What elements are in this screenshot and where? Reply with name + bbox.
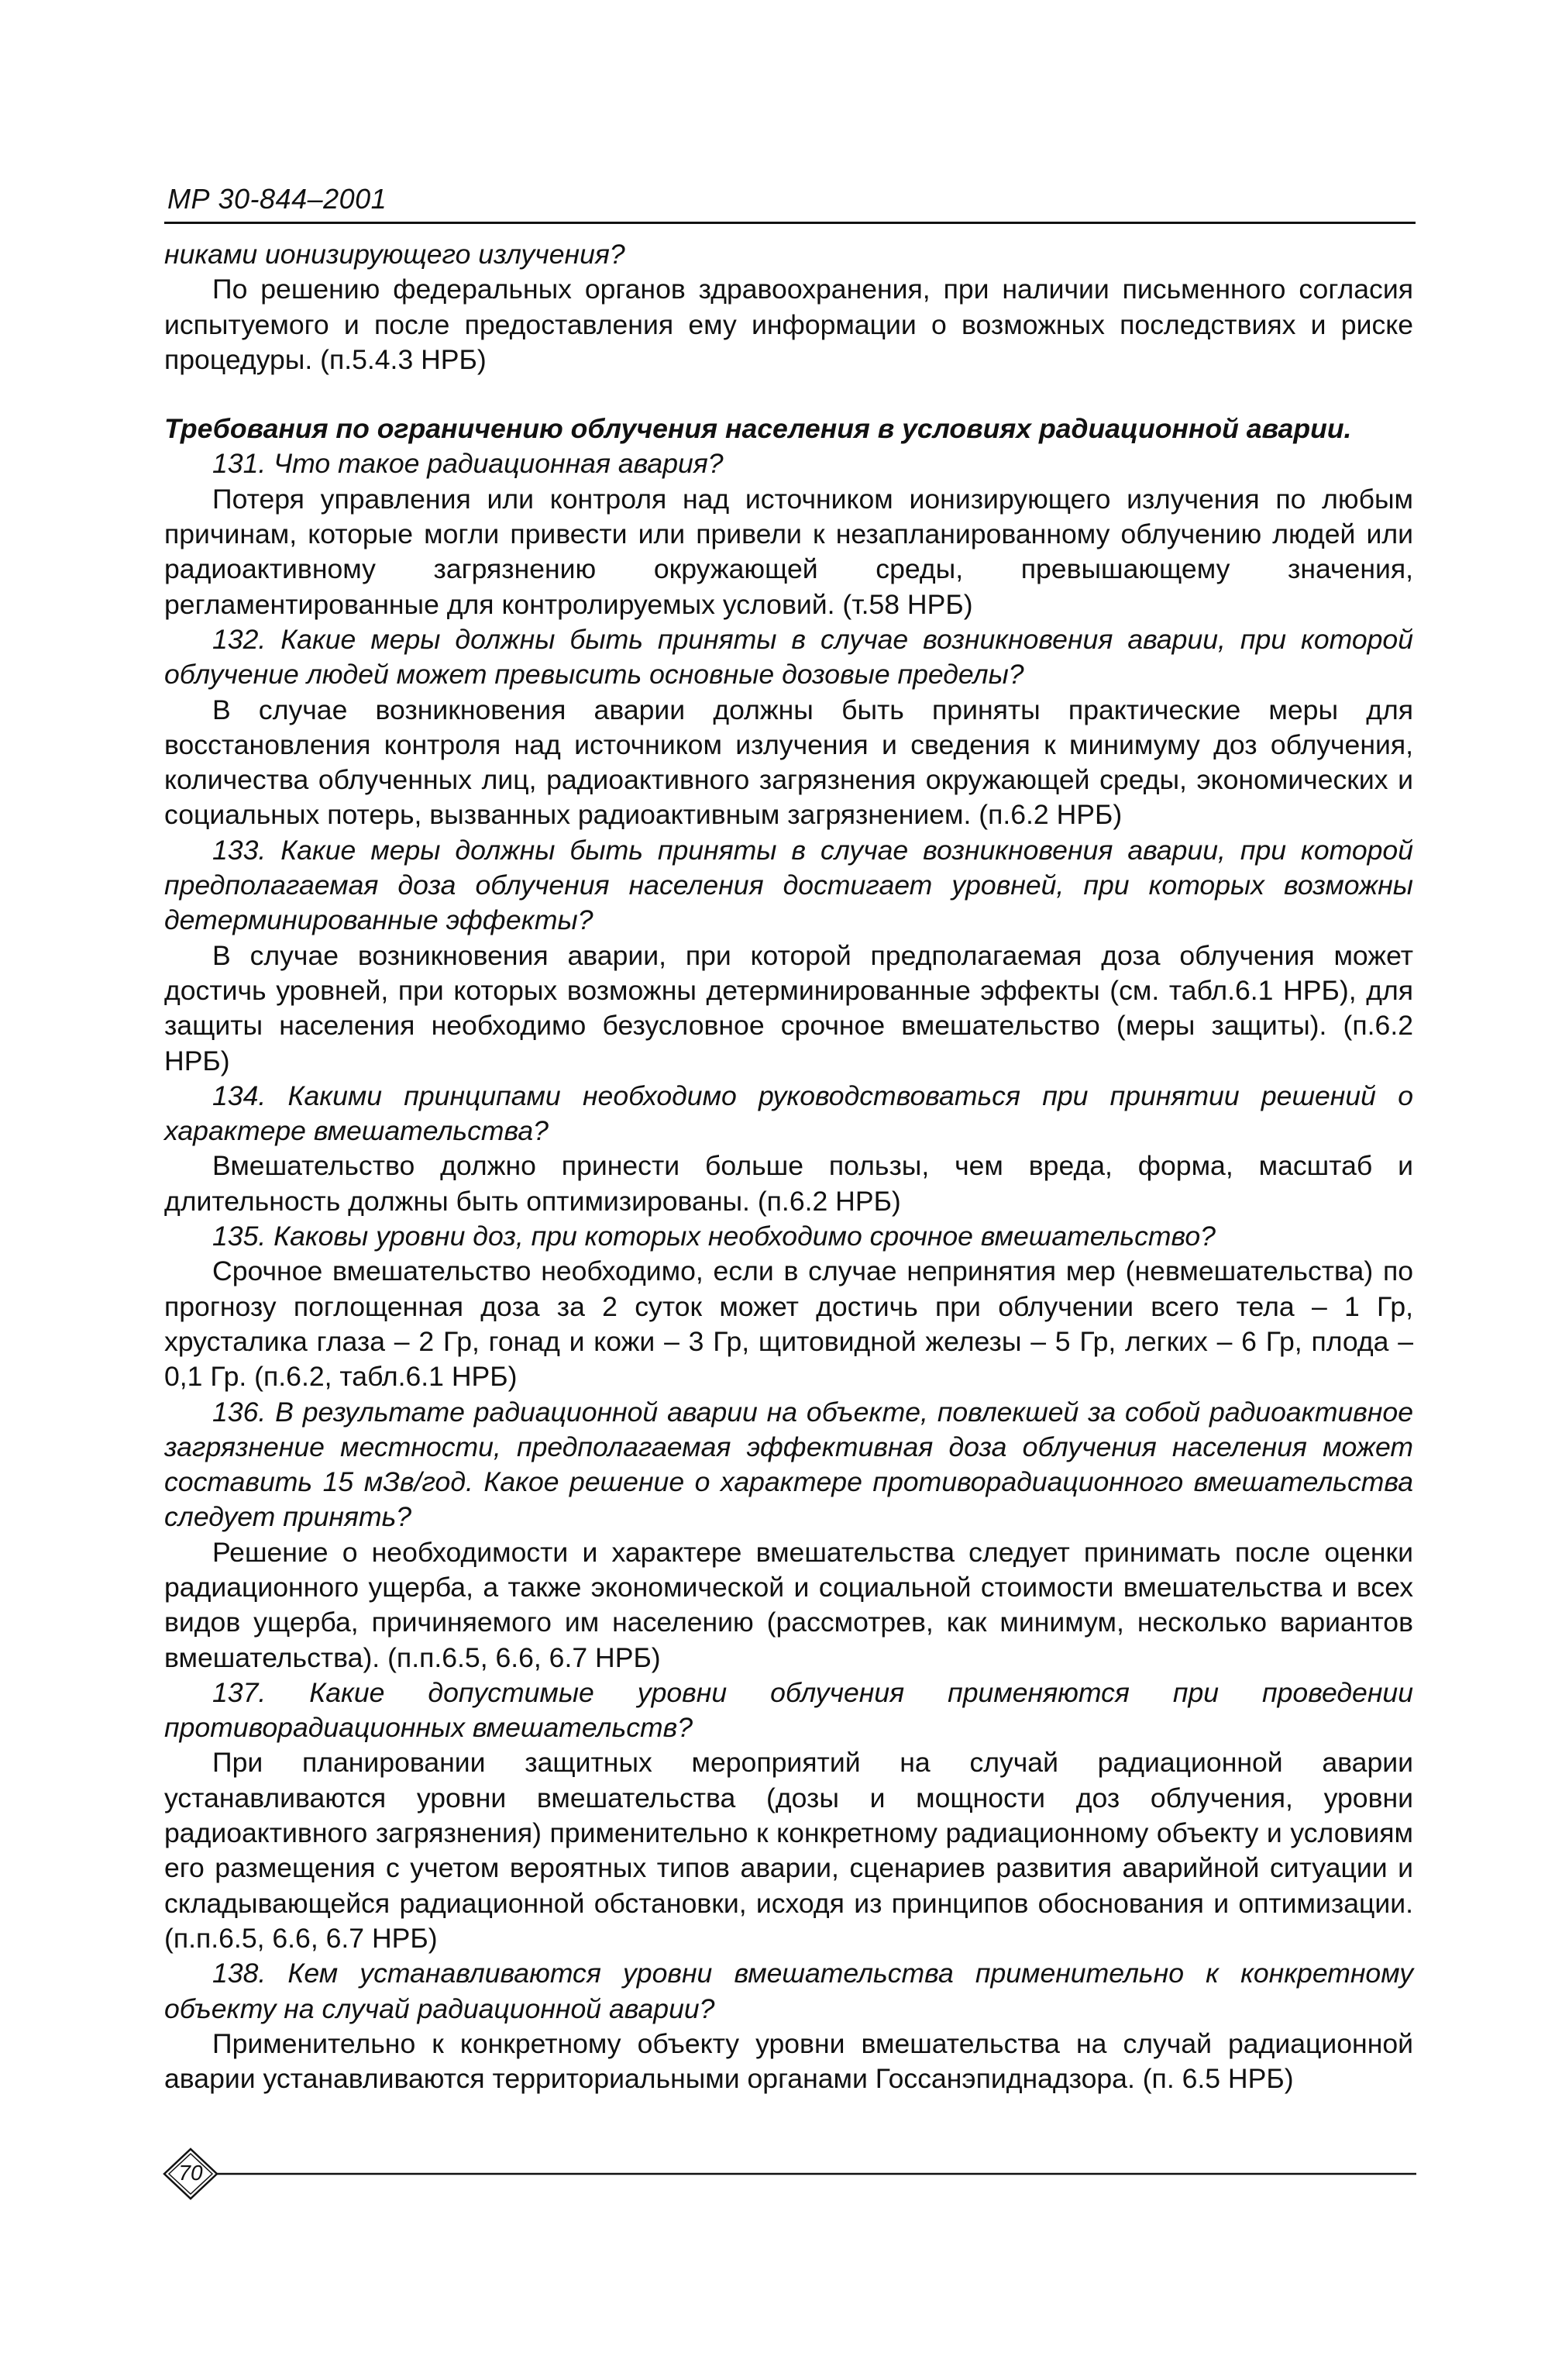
answer-136: Решение о необходимости и характере вмешательства следует принимать после оценки радиационного ущерба, а также экономической и социальной стоимости вмешательства и всех видов ущерба, причиняемого им населению (рассмотрев, как минимум, несколько вариантов вмешательства). (п.п.6.5, 6.6, 6.7 НРБ) <box>164 1536 1413 1673</box>
question-134: 134. Какими принципами необходимо руководствоваться при принятии решений о характере вмешательства? <box>164 1080 1413 1147</box>
answer-138: Применительно к конкретному объекту уровни вмешательства на случай радиационной аварии устанавливаются территориальными органами Госсанэпиднадзора. (п. 6.5 НРБ) <box>164 2027 1413 2095</box>
page-footer <box>152 2147 1423 2201</box>
question-137: 137. Какие допустимые уровни облучения применяются при проведении противорадиационных вмешательств? <box>164 1676 1413 1744</box>
answer-134: Вмешательство должно принести больше пользы, чем вреда, форма, масштаб и длительность должны быть оптимизированы. (п.6.2 НРБ) <box>164 1150 1413 1217</box>
question-133: 133. Какие меры должны быть приняты в случае возникновения аварии, при которой предполагаемая доза облучения населения достигает уровней, при которых возможны детерминированные эффекты? <box>164 834 1413 936</box>
answer-paragraph: По решению федеральных органов здравоохранения, при наличии письменного согласия испытуемого и после предоставления ему информации о возможных последствиях и риске процедуры. (п.5.4.3 НРБ) <box>164 274 1413 375</box>
answer-135: Срочное вмешательство необходимо, если в случае непринятия мер (невмешательства) по прогнозу поглощенная доза за 2 суток может достичь при облучении всего тела – 1 Гр, хрусталика глаза – 2 Гр, гонад и кожи – 3 Гр, щитовидной железы – 5 Гр, легких – 6 Гр, плода – 0,1 Гр. (п.6.2, табл.6.1 НРБ) <box>164 1255 1413 1393</box>
question-138: 138. Кем устанавливаются уровни вмешательства применительно к конкретному объекту на случай радиационной аварии? <box>164 1958 1413 2024</box>
answer-137: При планировании защитных мероприятий на случай радиационной аварии устанавливаются уровни вмешательства (дозы и мощности доз облучения, уровни радиоактивного загрязнения) применительно к конкретному радиационному объекту и условиям его размещения с учетом вероятных типов аварии, сценариев развития аварийной ситуации и складывающейся радиационной обстановки, исходя из принципов обоснования и оптимизации. (п.п.6.5, 6.6, 6.7 НРБ) <box>164 1747 1413 1954</box>
answer-133: В случае возникновения аварии, при которой предполагаемая доза облучения может достичь уровней, при которых возможны детерминированные эффекты (см. табл.6.1 НРБ), для защиты населения необходимо безусловное срочное вмешательство (меры защиты). (п.6.2 НРБ) <box>164 939 1413 1076</box>
question-136: 136. В результате радиационной аварии на объекте, повлекшей за собой радиоактивное загрязнение местности, предполагаемая эффективная доза облучения населения может составить 15 мЗв/год. Какое решение о характере противорадиационного вмешательства следует принять? <box>164 1396 1413 1533</box>
page-body <box>164 237 1413 2096</box>
question-132: 132. Какие меры должны быть приняты в случае возникновения аварии, при которой облучение людей может превысить основные дозовые пределы? <box>164 623 1413 691</box>
question-continuation: никами ионизирующего излучения? <box>164 239 625 270</box>
question-135: 135. Каковы уровни доз, при которых необходимо срочное вмешательство? <box>212 1221 1216 1252</box>
header-rule <box>164 222 1416 224</box>
page-number: 70 <box>178 2161 203 2185</box>
answer-131: Потеря управления или контроля над источником ионизирующего излучения по любым причинам, которые могли привести или привели к незапланированному облучению людей или радиоактивному загрязнению окружающей среды, превышающему значения, регламентированные для контролируемых условий. (т.58 НРБ) <box>164 483 1413 620</box>
question-131: 131. Что такое радиационная авария? <box>212 448 724 480</box>
footer-ornament <box>152 2147 1423 2201</box>
section-heading: Требования по ограничению облучения населения в условиях радиационной аварии. <box>164 413 1352 445</box>
answer-132: В случае возникновения аварии должны быть приняты практические меры для восстановления контроля над источником излучения и сведения к минимуму доз облучения, количества облученных лиц, радиоактивного загрязнения окружающей среды, экономических и социальных потерь, вызванных радиоактивным загрязнением. (п.6.2 НРБ) <box>164 694 1413 831</box>
document-code: МР 30-844–2001 <box>167 183 387 215</box>
